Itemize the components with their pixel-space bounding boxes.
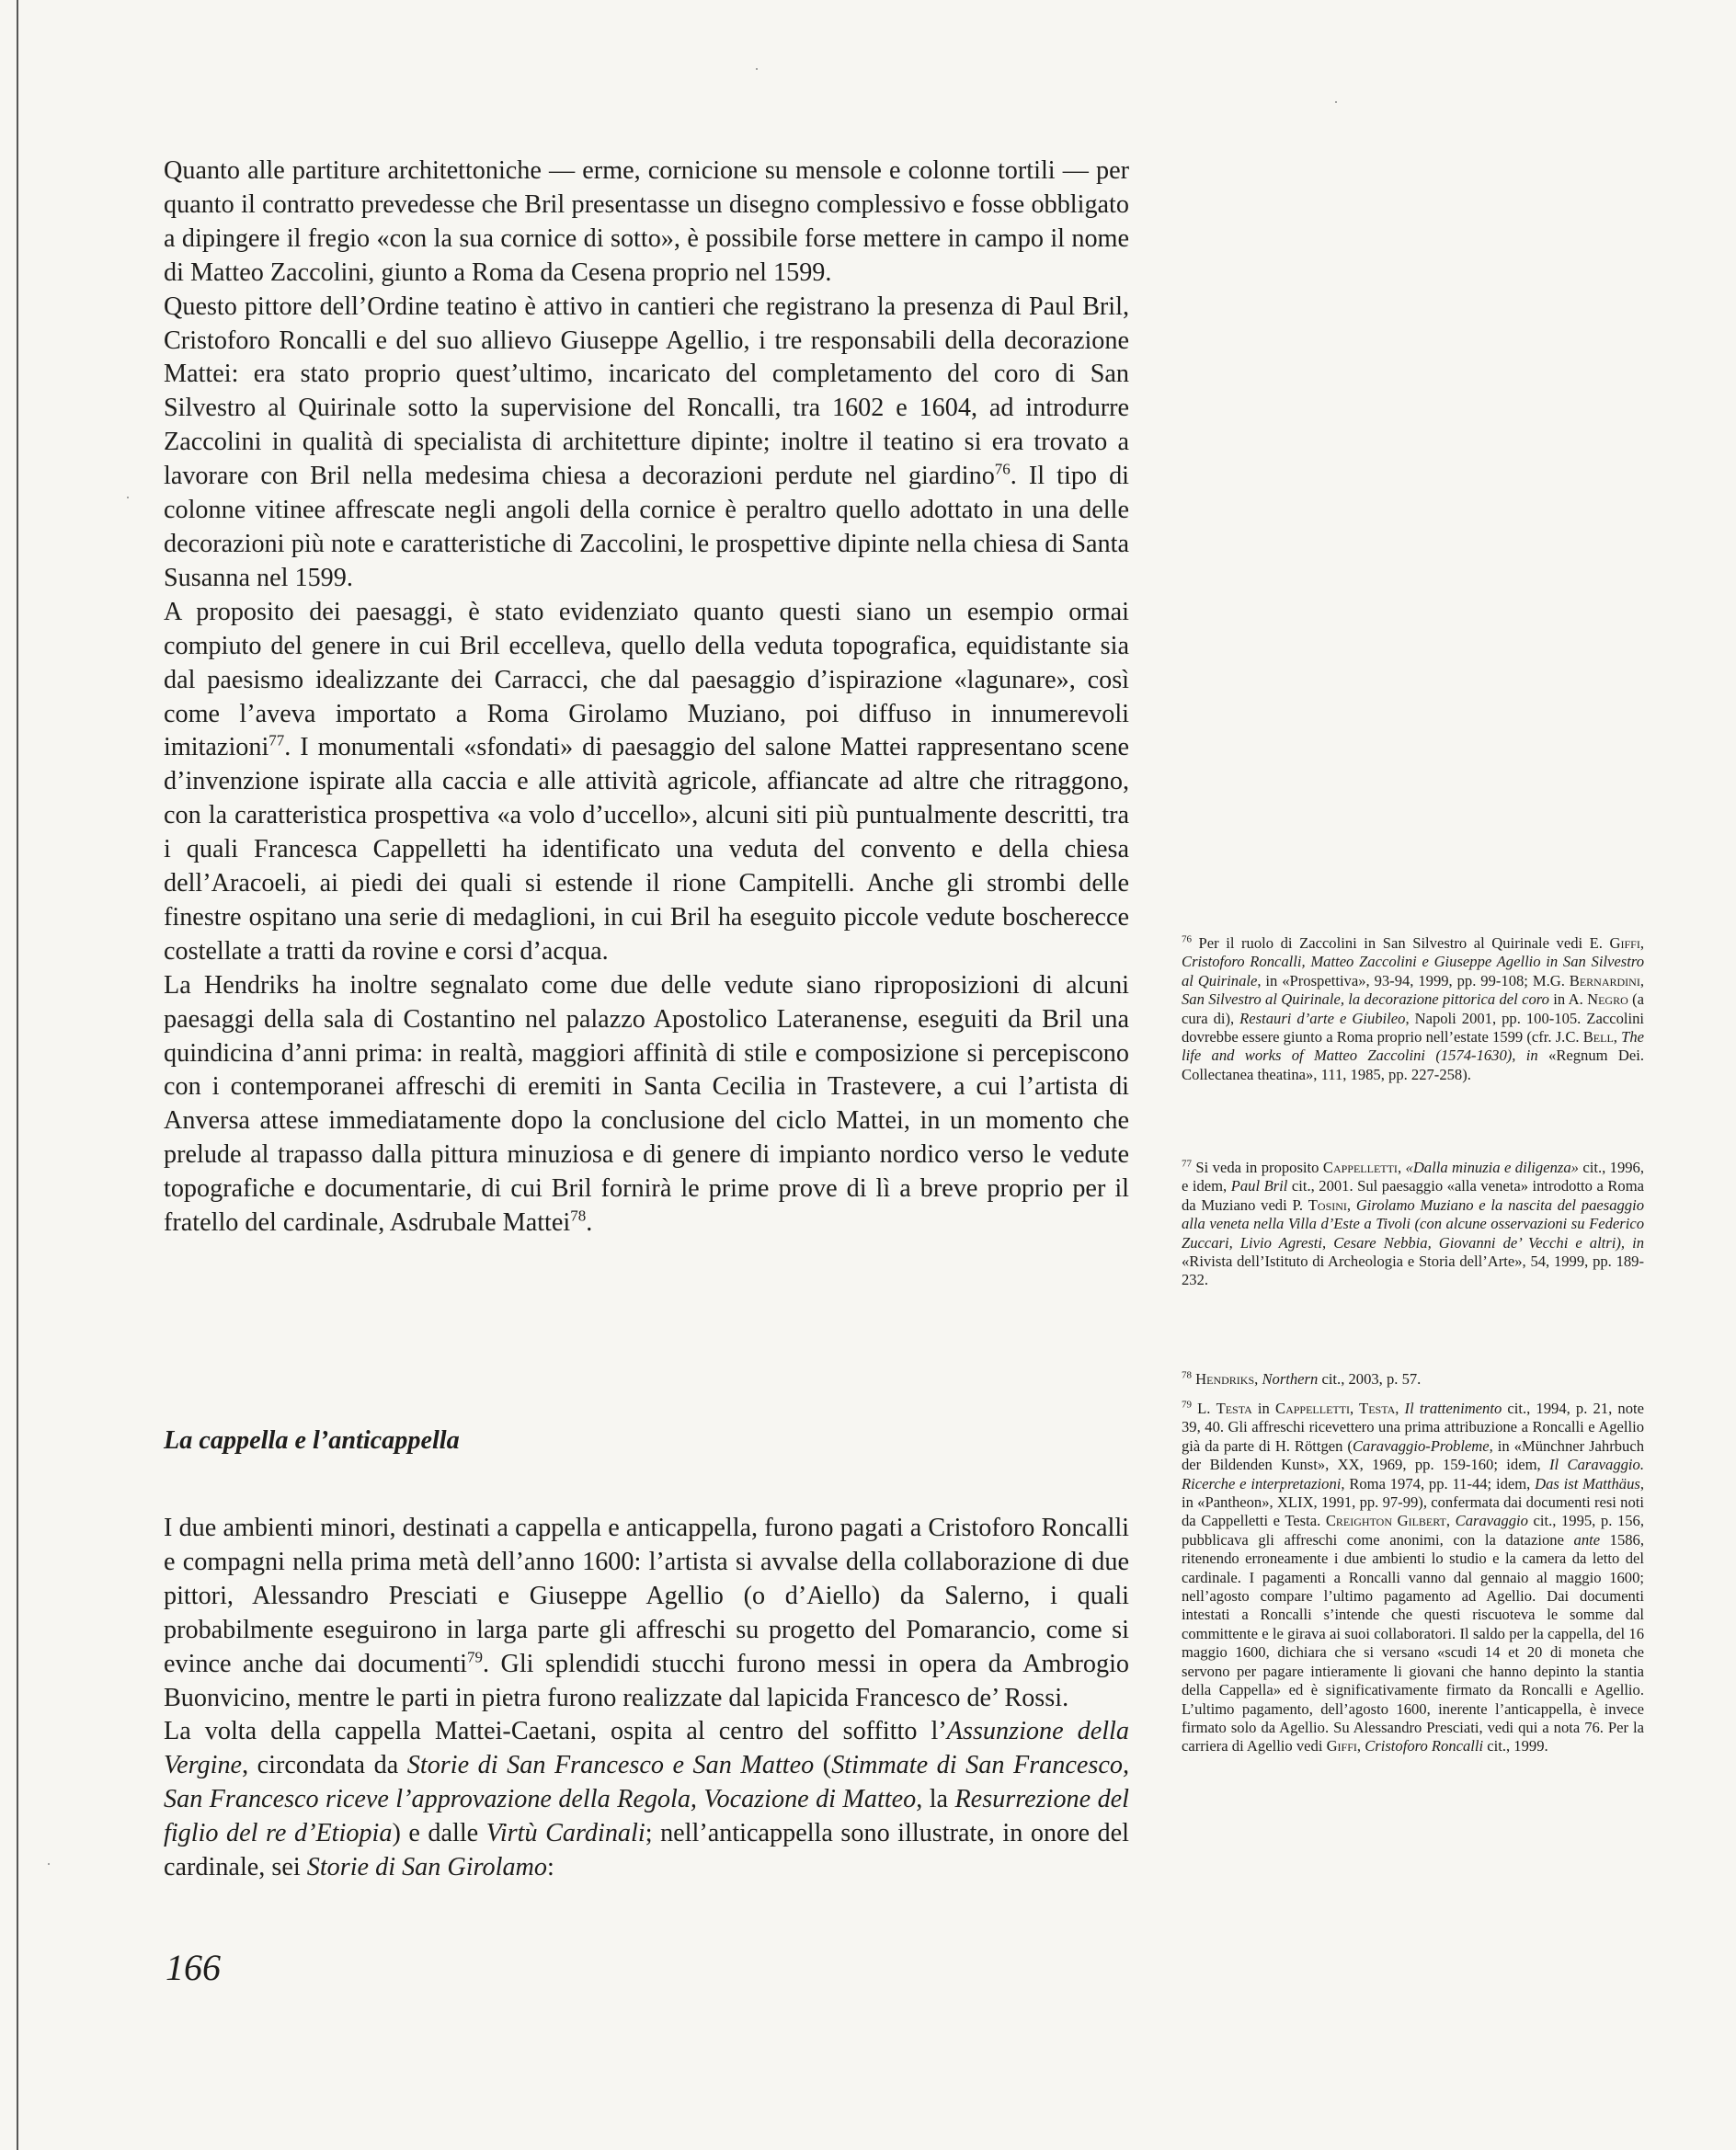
author-name: Giffi	[1609, 934, 1640, 952]
paragraph-paesaggi	[164, 596, 1129, 969]
footnote-text: , Napoli 2001, pp. 100-105. Zaccolini dovrebbe essere giunto a Roma proprio nell’estate 1599 (cfr. J.C.	[1182, 1009, 1645, 1046]
work-title: «Dalla minuzia e diligenza»	[1405, 1159, 1579, 1176]
work-title: Il Caravaggio. Ricerche e interpretazioni	[1182, 1456, 1644, 1492]
footnote-text: , in «Münchner Jahrbuch der Bildenden Kunst», XX, 1969, pp. 159-160; idem,	[1182, 1436, 1644, 1474]
work-title: San Silvestro al Quirinale, la decorazione pittorica del coro	[1182, 990, 1549, 1009]
author-name: Testa	[1216, 1400, 1252, 1417]
footnote-78	[1182, 1370, 1644, 1389]
footnote-number: 77	[1182, 1158, 1192, 1170]
work-title: Caravaggio	[1455, 1512, 1528, 1530]
footnote-text: ,	[1395, 1400, 1405, 1417]
paragraph-volta	[164, 1715, 1129, 1885]
scan-speck	[756, 68, 758, 70]
paragraph-text: .	[586, 1208, 593, 1238]
footnote-text: ,	[1639, 971, 1644, 989]
work-title: Paul Bril	[1230, 1177, 1288, 1195]
author-name: Hendriks	[1195, 1370, 1255, 1388]
paragraph-text: . Il tipo di colonne vitinee affrescate negli angoli della cornice è peraltro quello adottato in una delle decorazioni più note e caratteristiche di Zaccolini, le prospettive dipinte nella chiesa di Santa Susanna nel 1599.	[164, 462, 1130, 592]
work-title: The life and works of Matteo Zaccolini (1574-1630), in	[1182, 1028, 1645, 1065]
footnote-text: , in «Prospettiva», 93-94, 1999, pp. 99-108; M.G.	[1257, 971, 1570, 989]
paragraph-text: . I monumentali «sfondati» di paesaggio del salone Mattei rappresentano scene d’invenzione ispirate alla caccia e alle attività agricole, affiancate ad altre che ritraggono, con la caratteristica prospettiva «a volo d’uccello», alcuni siti più puntualmente descritti, tra i quali Francesca Cappelletti ha identificato una veduta del convento e della chiesa dell’Aracoeli, ai piedi dei quali si estende il rione Campitelli. Anche gli strombi delle finestre ospitano una serie di medaglioni, in cui Bril ha eseguito piccole vedute boscherecce costellate a tratti da rovine e corsi d’acqua.	[164, 733, 1129, 966]
paragraph-text: Questo pittore dell’Ordine teatino è attivo in cantieri che registrano la presenza di Paul Bril, Cristoforo Roncalli e del suo allievo Giuseppe Agellio, i tre responsabili della decorazione Mattei: era stato proprio quest’ultimo, incaricato del completamento del coro di San Silvestro al Quirinale sotto la supervisione del Roncalli, tra 1602 e 1604, ad introdurre Zaccolini in qualità di specialista di architetture dipinte; inoltre il teatino si era trovato a lavorare con Bril nella medesima chiesa a decorazioni perdute nel giardino	[164, 292, 1129, 491]
scan-speck	[127, 497, 129, 498]
scan-speck	[1335, 101, 1337, 103]
work-title: Das ist Matthäus	[1535, 1474, 1640, 1492]
footnote-77	[1182, 1159, 1644, 1290]
work-title: Girolamo Muziano e la nascita del paesaggio alla veneta nella Villa d’Este a Tivoli (con alcune osservazioni su Federico Zuccari, Livio Agresti, Cesare Nebbia, Giovanni de’ Vecchi e altri), in	[1182, 1195, 1644, 1252]
work-title: Restauri d’arte e Giubileo	[1239, 1009, 1406, 1027]
footnote-ref-79[interactable]: 79	[467, 1648, 484, 1666]
section-text-column	[164, 1512, 1129, 1885]
paragraph-text: :	[547, 1853, 554, 1882]
page-number: 166	[166, 1947, 221, 1988]
footnote-text: , in «Pantheon», XLIX, 1991, pp. 97-99), confermata dai documenti resi noti da Cappelletti e Testa.	[1182, 1474, 1645, 1530]
paragraph-text: , circondata da	[242, 1751, 407, 1780]
paragraph-text: A proposito dei paesaggi, è stato evidenziato quanto questi siano un esempio ormai compiuto del genere in cui Bril eccelleva, quello della veduta topografica, equidistante sia dal paesismo idealizzante dei Carracci, che dal paesaggio d’ispirazione «lagunare», così come l’aveva importato a Roma Girolamo Muziano, poi diffuso in innumerevoli imitazioni	[164, 597, 1129, 762]
artwork-title: Resurrezione del figlio del re d’Etiopia	[164, 1785, 1130, 1848]
author-name: Cappelletti, Testa	[1275, 1400, 1396, 1417]
binding-edge-line	[17, 0, 18, 2150]
footnote-text: «Regnum Dei. Collectanea theatina», 111, 1985, pp. 227-258).	[1182, 1046, 1644, 1083]
paragraph-text: . Gli splendidi stucchi furono messi in opera da Ambrogio Buonvicino, mentre le parti in pietra furono realizzate dal lapicida Francesco de’ Rossi.	[164, 1649, 1129, 1712]
footnote-text: cit., 1999.	[1483, 1737, 1548, 1755]
paragraph-text: Quanto alle partiture architettoniche — erme, cornicione su mensole e colonne tortili — per quanto il contratto prevedesse che Bril presentasse un disegno complessivo e fosse obbligato a dipingere il fregio «con la sua cornice di sotto», è possibile forse mettere in campo il nome di Matteo Zaccolini, giunto a Roma da Cesena proprio nel 1599.	[164, 156, 1129, 287]
footnote-79	[1182, 1400, 1644, 1756]
paragraph-text: I due ambienti minori, destinati a cappella e anticappella, furono pagati a Cristoforo Roncalli e compagni nella prima metà dell’anno 1600: l’artista si avvalse della collaborazione di due pittori, Alessandro Presciati e Giuseppe Agellio (o d’Aiello) da Salerno, i quali probabilmente eseguirono in larga parte gli affreschi su progetto del Pomarancio, come si evince anche dai documenti	[164, 1514, 1129, 1678]
footnote-text: ,	[1445, 1512, 1456, 1530]
work-title: Caravaggio-Probleme	[1352, 1436, 1490, 1455]
artwork-title: Stimmate di San Francesco, San Francesco riceve l’approvazione della Regola, Vocazione di Matteo	[164, 1751, 1129, 1814]
footnote-text: cit., 2001. Sul paesaggio «alla veneta» introdotto a Roma da Muziano vedi P.	[1182, 1177, 1644, 1214]
paragraph-text: , la	[916, 1785, 955, 1814]
work-title: Il trattenimento	[1404, 1400, 1502, 1417]
footnote-text: L.	[1192, 1400, 1216, 1417]
author-name: Tosini	[1308, 1195, 1347, 1214]
footnote-text: ,	[1613, 1028, 1622, 1046]
work-title: Northern	[1262, 1370, 1319, 1388]
paragraph-text: ; nell’anticappella sono illustrate, in onore del cardinale, sei	[164, 1819, 1129, 1882]
footnote-text: in	[1251, 1400, 1275, 1417]
artwork-title: Virtù Cardinali	[485, 1819, 645, 1848]
paragraph-text: ) e dalle	[392, 1819, 486, 1848]
paragraph-zaccolini	[164, 291, 1129, 596]
footnote-text: cit., 2003, p. 57.	[1318, 1370, 1422, 1388]
author-name: Cappelletti	[1322, 1159, 1398, 1176]
author-name: Bernardini	[1569, 971, 1640, 989]
footnote-ref-78[interactable]: 78	[570, 1207, 587, 1225]
footnote-number: 79	[1182, 1399, 1192, 1411]
section-heading: La cappella e l’anticappella	[164, 1426, 460, 1455]
artwork-title: Assunzione della Vergine	[164, 1717, 1129, 1780]
footnote-number: 76	[1182, 933, 1192, 945]
footnote-text: (a cura di),	[1182, 990, 1645, 1027]
footnote-text: ,	[1254, 1370, 1262, 1388]
footnote-text: Per il ruolo di Zaccolini in San Silvestro al Quirinale vedi E.	[1192, 934, 1610, 952]
work-title: ante	[1573, 1530, 1601, 1549]
work-title: Cristoforo Roncalli, Matteo Zaccolini e Giuseppe Agellio in San Silvestro al Quirinale	[1182, 953, 1644, 989]
paragraph-partiture	[164, 154, 1129, 291]
footnote-text: «Rivista dell’Istituto di Archeologia e Storia dell’Arte», 54, 1999, pp. 189-232.	[1182, 1252, 1644, 1289]
footnote-text: ,	[1356, 1737, 1365, 1755]
footnote-text: in A.	[1548, 990, 1588, 1009]
author-name: Creighton Gilbert	[1325, 1512, 1446, 1530]
paragraph-text: La Hendriks ha inoltre segnalato come due delle vedute siano riproposizioni di alcuni paesaggi della sala di Costantino nel palazzo Apostolico Lateranense, eseguiti da Bril una quindicina d’anni prima: in realtà, maggiori affinità di stile e composizione si percepiscono con i contemporanei affreschi di eremiti in Santa Cecilia in Trastevere, a cui l’artista di Anversa attese immediatamente dopo la conclusione del ciclo Mattei, in un momento che prelude al trapasso dalla pittura minuziosa e di genere di impianto nordico verso le vedute topografiche e documentarie, di cui Bril fornirà le prime prove di lì a breve proprio per il fratello del cardinale, Asdrubale Mattei	[164, 970, 1129, 1238]
paragraph-ambienti	[164, 1512, 1129, 1715]
footnote-ref-76[interactable]: 76	[994, 460, 1011, 478]
footnote-text: ,	[1639, 934, 1644, 952]
scan-speck	[48, 1863, 50, 1865]
footnote-76	[1182, 934, 1644, 1084]
footnote-text: ,	[1397, 1159, 1406, 1176]
artwork-title: Storie di San Francesco e San Matteo	[406, 1751, 815, 1780]
footnote-text: 1586, ritenendo erroneamente i due ambienti lo studio e la camera da letto del cardinale. I pagamenti a Roncalli vanno dal gennaio al maggio 1600; nell’agosto compare l’ultimo pagamento ad Agellio. Dai documenti intestati a Roncalli s’intende che questi riscuoteva le somme dal committente e le girava ai suoi collaboratori. Il saldo per la cappella, del 16 maggio 1600, dichiara che si versano «scudi 14 et 20 di moneta che servono per pagare intieramente li giovani che hanno depinto la stantia della Cappella» ed è significativamente firmato da Roncalli e Agellio. L’ultimo pagamento, dell’agosto 1600, inerente l’anticappella, è invece firmato solo da Agellio. Su Alessandro Presciati, vedi qui a nota 76. Per la carriera di Agellio vedi	[1182, 1530, 1645, 1755]
footnote-number: 78	[1182, 1369, 1192, 1381]
author-name: Negro	[1587, 990, 1628, 1009]
artwork-title: Storie di San Girolamo	[306, 1853, 547, 1882]
paragraph-text: La volta della cappella Mattei-Caetani, ospita al centro del soffitto l’	[164, 1717, 947, 1746]
footnote-text: ,	[1346, 1195, 1356, 1214]
footnote-text: , Roma 1974, pp. 11-44; idem,	[1341, 1474, 1536, 1492]
main-text-column	[164, 154, 1129, 1241]
footnote-text: cit., 1995, p. 156, pubblicava gli affreschi come anonimi, con la datazione	[1182, 1512, 1644, 1549]
paragraph-text: (	[814, 1751, 832, 1780]
author-name: Giffi	[1326, 1737, 1357, 1755]
footnote-text: Si veda in proposito	[1192, 1159, 1323, 1176]
author-name: Bell	[1582, 1028, 1614, 1046]
footnote-text: cit., 1996, e idem,	[1182, 1159, 1644, 1195]
footnote-text: cit., 1994, p. 21, note 39, 40. Gli affreschi ricevettero una prima attribuzione a Roncalli e Agellio già da parte di H. Röttgen (	[1182, 1400, 1644, 1455]
footnote-ref-77[interactable]: 77	[268, 732, 285, 750]
paragraph-hendriks	[164, 969, 1129, 1241]
work-title: Cristoforo Roncalli	[1365, 1737, 1484, 1755]
